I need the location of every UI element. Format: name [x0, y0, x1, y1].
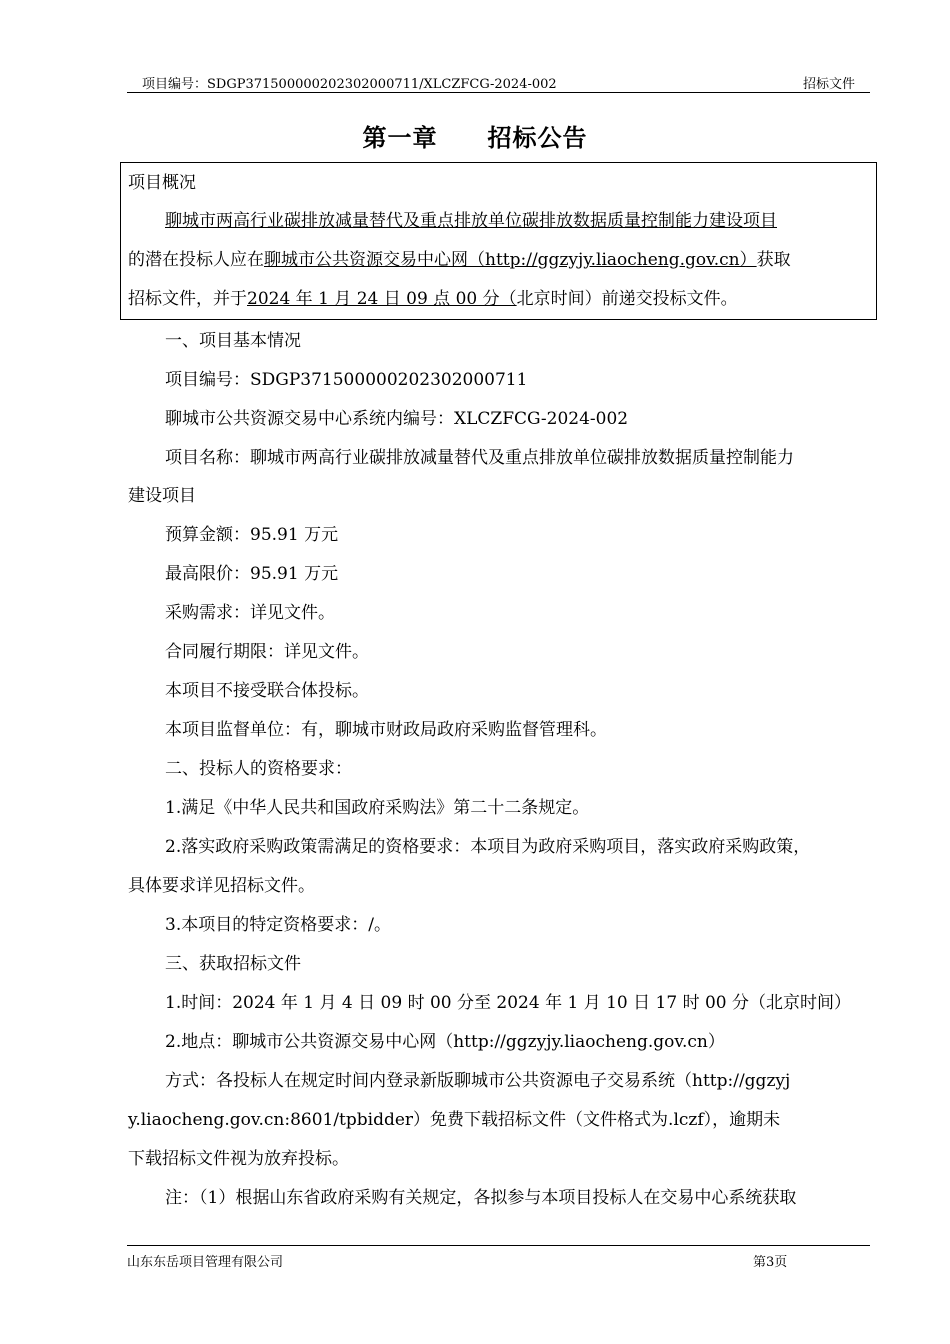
overview-project-name: 聊城市两高行业碳排放减量替代及重点排放单位碳排放数据质量控制能力建设项目	[165, 211, 777, 231]
section-3-heading: 三、获取招标文件	[165, 954, 301, 974]
qualification-2-line-2: 具体要求详见招标文件。	[128, 876, 315, 896]
overview-line2-prefix: 的潜在投标人应在	[128, 250, 264, 270]
section-2-heading: 二、投标人的资格要求：	[165, 759, 352, 779]
note-line-1: 注：（1）根据山东省政府采购有关规定，各拟参与本项目投标人在交易中心系统获取	[165, 1188, 797, 1208]
budget-amount: 预算金额：95.91 万元	[165, 525, 339, 545]
header-document-type: 招标文件	[802, 77, 855, 92]
no-consortium: 本项目不接受联合体投标。	[165, 681, 369, 701]
qualification-3: 3.本项目的特定资格要求：/。	[165, 915, 391, 935]
overview-heading: 项目概况	[128, 173, 196, 193]
project-name-line-1: 项目名称：聊城市两高行业碳排放减量替代及重点排放单位碳排放数据质量控制能力	[165, 448, 794, 468]
header-project-number: 项目编号：SDGP371500000202302000711/XLCZFCG-2024-002	[142, 77, 557, 92]
qualification-2-line-1: 2.落实政府采购政策需满足的资格要求：本项目为政府采购项目，落实政府采购政策，	[165, 837, 811, 857]
overview-deadline: 2024 年 1 月 24 日 09 点 00 分（	[247, 289, 517, 309]
max-price: 最高限价：95.91 万元	[165, 564, 339, 584]
footer-company: 山东东岳项目管理有限公司	[127, 1255, 284, 1270]
system-number: 聊城市公共资源交易中心系统内编号：XLCZFCG-2024-002	[165, 409, 629, 429]
qualification-1: 1.满足《中华人民共和国政府采购法》第二十二条规定。	[165, 798, 590, 818]
procurement-demand: 采购需求：详见文件。	[165, 603, 335, 623]
obtain-location: 2.地点：聊城市公共资源交易中心网（http://ggzyjy.liaocheng.gov.cn）	[165, 1032, 725, 1052]
chapter-name: 招标公告	[487, 123, 588, 152]
overview-line-2	[128, 248, 791, 272]
overview-site-link[interactable]: 聊城市公共资源交易中心网（http://ggzyjy.liaocheng.gov.cn）	[264, 250, 757, 270]
obtain-method-line-1: 方式：各投标人在规定时间内登录新版聊城市公共资源电子交易系统（http://ggzyj	[165, 1071, 791, 1091]
overview-line3-suffix: 北京时间）前递交投标文件。	[516, 289, 738, 309]
obtain-method-line-2: y.liaocheng.gov.cn:8601/tpbidder）免费下载招标文件（文件格式为.lczf），逾期未	[128, 1110, 781, 1130]
section-1-heading: 一、项目基本情况	[165, 331, 301, 351]
overview-line-1	[165, 209, 777, 233]
chapter-number: 第一章	[362, 123, 438, 152]
chapter-title	[0, 118, 950, 153]
overview-line-3	[128, 287, 738, 311]
page-header	[127, 72, 870, 93]
obtain-method-line-3: 下载招标文件视为放弃投标。	[128, 1149, 349, 1169]
overview-line2-suffix: 获取	[756, 250, 791, 270]
project-name-line-2: 建设项目	[128, 486, 196, 506]
obtain-time: 1.时间：2024 年 1 月 4 日 09 时 00 分至 2024 年 1 月 10 日 17 时 00 分（北京时间）	[165, 993, 852, 1013]
contract-period: 合同履行期限：详见文件。	[165, 642, 369, 662]
overview-line3-prefix: 招标文件，并于	[128, 289, 247, 309]
footer-page-number: 第3页	[753, 1255, 788, 1270]
project-number: 项目编号：SDGP371500000202302000711	[165, 370, 528, 390]
page-footer	[127, 1245, 870, 1270]
supervising-unit: 本项目监督单位：有，聊城市财政局政府采购监督管理科。	[165, 720, 607, 740]
